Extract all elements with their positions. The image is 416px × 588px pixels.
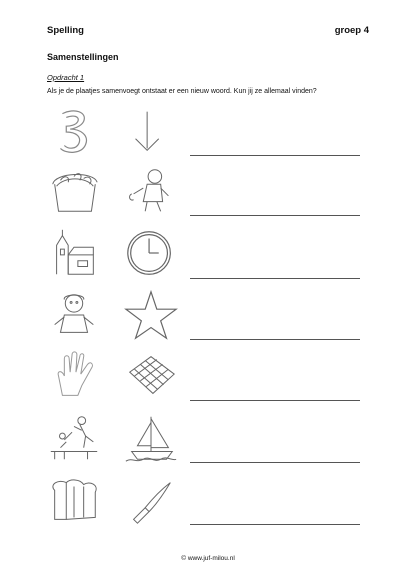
hand-icon: [45, 350, 103, 402]
arrow-down-icon: [122, 105, 180, 157]
exercise-row: [0, 164, 416, 224]
bread-basket-icon: [45, 164, 103, 216]
number-three-icon: [45, 105, 103, 157]
answer-line[interactable]: [190, 339, 360, 340]
assignment-instruction: Als je de plaatjes samenvoegt ontstaat er een nieuw woord. Kun jij ze allemaal vinden?: [47, 88, 317, 95]
sailboat-icon: [122, 412, 180, 464]
exercise-row: [0, 350, 416, 410]
footer-copyright: © www.juf-milou.nl: [181, 555, 235, 562]
answer-line[interactable]: [190, 462, 360, 463]
clock-icon: [122, 227, 180, 279]
bread-icon: [45, 474, 103, 526]
answer-line[interactable]: [190, 215, 360, 216]
answer-line[interactable]: [190, 400, 360, 401]
exercise-row: [0, 289, 416, 349]
answer-line[interactable]: [190, 155, 360, 156]
knife-icon: [122, 474, 180, 526]
answer-line[interactable]: [190, 524, 360, 525]
exercise-row: [0, 105, 416, 165]
group-label: groep 4: [334, 25, 369, 36]
doll-icon: [45, 289, 103, 341]
exercise-row: [0, 474, 416, 534]
star-icon: [122, 289, 180, 341]
exercise-row: [0, 227, 416, 287]
answer-line[interactable]: [190, 278, 360, 279]
checkered-cloth-icon: [122, 350, 180, 402]
subject-label: Spelling: [47, 25, 84, 36]
assignment-label: Opdracht 1: [47, 73, 85, 82]
diver-icon: [45, 412, 103, 464]
child-icon: [122, 164, 180, 216]
exercise-row: [0, 412, 416, 472]
page-title: Samenstellingen: [47, 52, 119, 62]
church-icon: [45, 227, 103, 279]
